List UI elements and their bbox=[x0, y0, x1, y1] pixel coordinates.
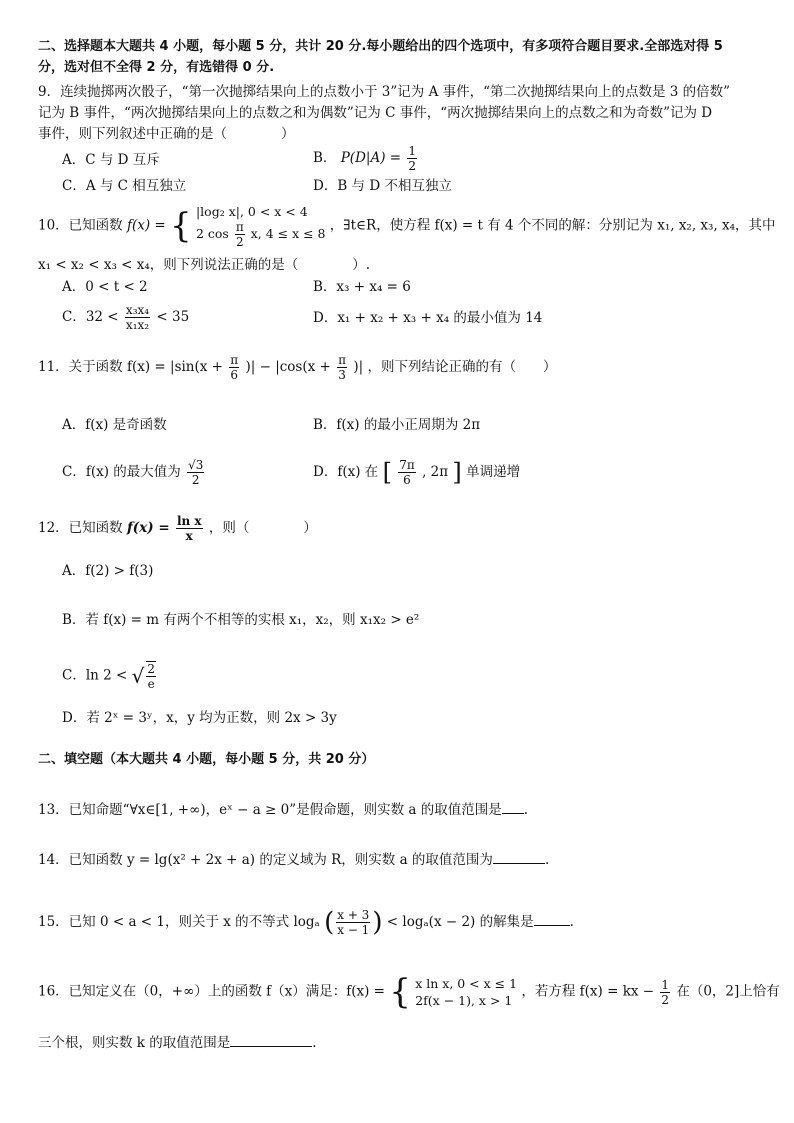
question-15 bbox=[38, 908, 574, 937]
left-brace-icon: { bbox=[389, 972, 411, 1012]
fraction-denominator: 2 bbox=[661, 992, 670, 1007]
fraction-denominator: e bbox=[147, 677, 155, 691]
answer-blank[interactable] bbox=[502, 799, 524, 814]
fraction-numerator: 7π bbox=[399, 458, 415, 472]
q11-option-d-post: 单调递增 bbox=[466, 464, 521, 480]
q15-post: < logₐ(x − 2) 的解集是 bbox=[386, 914, 534, 930]
question-11-stem bbox=[38, 353, 556, 382]
fraction-denominator: x − 1 bbox=[337, 923, 370, 937]
q9-option-c: C．A 与 C 相互独立 bbox=[62, 178, 187, 194]
q11-option-b: B．f(x) 的最小正周期为 2π bbox=[313, 417, 481, 433]
q12-suffix: ，则（ ） bbox=[208, 520, 317, 536]
q9-option-a: A．C 与 D 互斥 bbox=[62, 152, 160, 168]
q10-option-c-fraction bbox=[125, 303, 150, 332]
q10-option-c bbox=[62, 303, 189, 332]
q9-option-b bbox=[313, 144, 419, 173]
answer-blank[interactable] bbox=[534, 911, 570, 926]
fraction-numerator: x + 3 bbox=[337, 908, 370, 922]
q11-option-c bbox=[62, 458, 206, 487]
q14-period: . bbox=[544, 852, 550, 868]
fraction-numerator: π bbox=[235, 220, 244, 234]
q16-case-1: x ln x, 0 < x ≤ 1 bbox=[415, 976, 518, 991]
q10-prefix: 10．已知函数 bbox=[38, 217, 123, 234]
sqrt-icon: √ bbox=[131, 664, 145, 688]
fraction-numerator: 2 bbox=[147, 662, 156, 676]
section-multi-header bbox=[38, 36, 760, 78]
q10-option-b: B．x₃ + x₄ = 6 bbox=[313, 279, 411, 295]
q13-period: . bbox=[523, 802, 529, 818]
q11-option-d-mid: , 2π bbox=[422, 464, 449, 480]
fraction-denominator: 2 bbox=[191, 473, 200, 487]
q13-text: 13．已知命题“∀x∈[1, +∞)，eˣ − a ≥ 0”是假命题，则实数 a 的取值范围是 bbox=[38, 802, 502, 818]
right-bracket-icon: ] bbox=[452, 458, 462, 487]
q16-line2: 三个根，则实数 k 的取值范围是 bbox=[38, 1035, 231, 1051]
fraction-numerator: 1 bbox=[408, 144, 416, 158]
fraction-numerator: π bbox=[230, 353, 239, 367]
left-brace-icon: { bbox=[170, 206, 192, 246]
left-paren-icon: ( bbox=[324, 907, 335, 938]
q9-line3: 事件，则下列叙述中正确的是（ ） bbox=[38, 126, 295, 142]
q10-option-d: D．x₁ + x₂ + x₃ + x₄ 的最小值为 14 bbox=[313, 310, 543, 326]
q11-option-c-pre: C．f(x) 的最大值为 bbox=[62, 464, 181, 480]
q9-line2: 记为 B 事件，“两次抛掷结果向上的点数之和为偶数”记为 C 事件，“两次抛掷结果向上的点数之和为奇数”记为 D bbox=[38, 105, 713, 121]
fraction-denominator: 6 bbox=[230, 368, 239, 382]
q10-case-2-pre: 2 cos bbox=[195, 226, 229, 241]
fraction-numerator: ln x bbox=[176, 514, 202, 528]
question-9-stem bbox=[38, 82, 760, 145]
q16-mid: ，若方程 f(x) = kx − bbox=[521, 983, 655, 1000]
question-16-line2 bbox=[38, 1032, 317, 1053]
q16-period: . bbox=[312, 1035, 317, 1051]
question-14 bbox=[38, 849, 549, 870]
fraction-denominator: 2 bbox=[235, 235, 244, 249]
q11-option-d bbox=[313, 458, 520, 487]
fraction-numerator: √3 bbox=[188, 458, 204, 472]
q12-option-c-fraction bbox=[146, 661, 156, 691]
q11-option-d-fraction bbox=[398, 458, 416, 487]
left-bracket-icon: [ bbox=[382, 458, 392, 487]
section-fill-header: 二、填空题（本大题共 4 小题，每小题 5 分，共 20 分） bbox=[38, 752, 375, 767]
q16-piecewise bbox=[415, 975, 517, 1009]
question-13 bbox=[38, 799, 528, 820]
fraction-numerator: x₃x₄ bbox=[125, 303, 150, 317]
q12-prefix: 12．已知函数 bbox=[38, 520, 123, 536]
q10-option-c-pre: C．32 < bbox=[62, 309, 119, 325]
q10-case-2-post: x, 4 ≤ x ≤ 8 bbox=[250, 226, 326, 241]
q9-option-b-expr: P(D|A) = bbox=[340, 150, 402, 166]
question-12-stem bbox=[38, 514, 317, 543]
fraction-denominator: x bbox=[185, 529, 193, 543]
q10-piecewise bbox=[196, 203, 326, 249]
q11-option-a: A．f(x) 是奇函数 bbox=[62, 417, 167, 433]
q11-prefix: 11．关于函数 f(x) = bbox=[38, 359, 166, 375]
q9-option-b-fraction bbox=[407, 144, 417, 173]
q16-post: 在（0，2]上恰有 bbox=[676, 983, 780, 1000]
q10-option-a: A．0 < t < 2 bbox=[62, 279, 148, 295]
q11-option-c-fraction bbox=[187, 458, 204, 487]
q10-case-1: |log₂ x|, 0 < x < 4 bbox=[195, 204, 308, 219]
answer-blank[interactable] bbox=[230, 1032, 312, 1047]
q9-option-d: D．B 与 D 不相互独立 bbox=[313, 178, 452, 194]
q10-mid: ，∃t∈R，使方程 f(x) = t 有 4 个不同的解：分别记为 x₁, x₂, x₃, x₄，其中 bbox=[329, 217, 776, 234]
fraction-denominator: 3 bbox=[338, 368, 346, 382]
q12-option-a: A．f(2) > f(3) bbox=[62, 563, 154, 579]
q12-option-c-pre: C．ln 2 < bbox=[62, 667, 128, 684]
q14-text: 14．已知函数 y = lg(x² + 2x + a) 的定义域为 R，则实数 a 的取值范围为 bbox=[38, 852, 493, 868]
answer-blank[interactable] bbox=[493, 849, 545, 864]
q11-option-d-pre: D．f(x) 在 bbox=[313, 464, 379, 480]
question-16 bbox=[38, 972, 780, 1012]
q12-option-d: D．若 2ˣ = 3ʸ，x，y 均为正数，则 2x > 3y bbox=[62, 710, 337, 726]
q11-fraction-1 bbox=[229, 353, 239, 382]
q16-fraction bbox=[660, 978, 670, 1007]
right-paren-icon: ) bbox=[372, 907, 383, 938]
q16-pre: 16．已知定义在（0，+∞）上的函数 f（x）满足：f(x) = bbox=[38, 983, 385, 1000]
q11-expr-1: |sin(x + bbox=[170, 359, 223, 375]
q11-suffix: ，则下列结论正确的有（ ） bbox=[367, 359, 557, 375]
fraction-denominator: 6 bbox=[403, 473, 411, 487]
q12-fx: f(x) = bbox=[126, 520, 170, 536]
q9-line1: 9．连续抛掷两次骰子，“第一次抛掷结果向上的点数小于 3”记为 A 事件，“第二次抛掷结果向上的点数是 3 的倍数” bbox=[38, 84, 731, 100]
fraction-denominator: 2 bbox=[408, 159, 416, 173]
question-10-stem bbox=[38, 203, 776, 249]
q12-option-c bbox=[62, 661, 158, 691]
q10-fx: f(x) = bbox=[126, 217, 166, 234]
q10-case-2 bbox=[196, 220, 326, 249]
q16-case-2: 2f(x − 1), x > 1 bbox=[415, 993, 513, 1008]
q15-period: . bbox=[569, 914, 574, 930]
fraction-denominator: x₁x₂ bbox=[125, 318, 150, 332]
q11-expr-2: )| − |cos(x + bbox=[245, 359, 331, 375]
q11-expr-close: )| bbox=[353, 359, 364, 375]
q15-fraction bbox=[336, 908, 370, 937]
q12-option-b: B．若 f(x) = m 有两个不相等的实根 x₁，x₂，则 x₁x₂ > e² bbox=[62, 612, 420, 628]
q15-pre: 15．已知 0 < a < 1，则关于 x 的不等式 logₐ bbox=[38, 914, 320, 930]
q12-fraction bbox=[176, 514, 203, 543]
q10-option-c-post: < 35 bbox=[156, 309, 190, 325]
q11-fraction-2 bbox=[337, 353, 347, 382]
q9-option-b-label: B． bbox=[313, 150, 337, 166]
fraction-numerator: 1 bbox=[661, 977, 670, 992]
section-multi-line1: 二、选择题本大题共 4 小题，每小题 5 分，共计 20 分.每小题给出的四个选项中，有多项符合题目要求.全部选对得 5 bbox=[38, 39, 723, 54]
q10-line2: x₁ < x₂ < x₃ < x₄，则下列说法正确的是（ ）. bbox=[38, 257, 371, 273]
q10-case-2-fraction bbox=[235, 220, 245, 249]
fraction-numerator: π bbox=[338, 353, 347, 367]
section-multi-line2: 分，选对但不全得 2 分，有选错得 0 分. bbox=[38, 60, 275, 75]
